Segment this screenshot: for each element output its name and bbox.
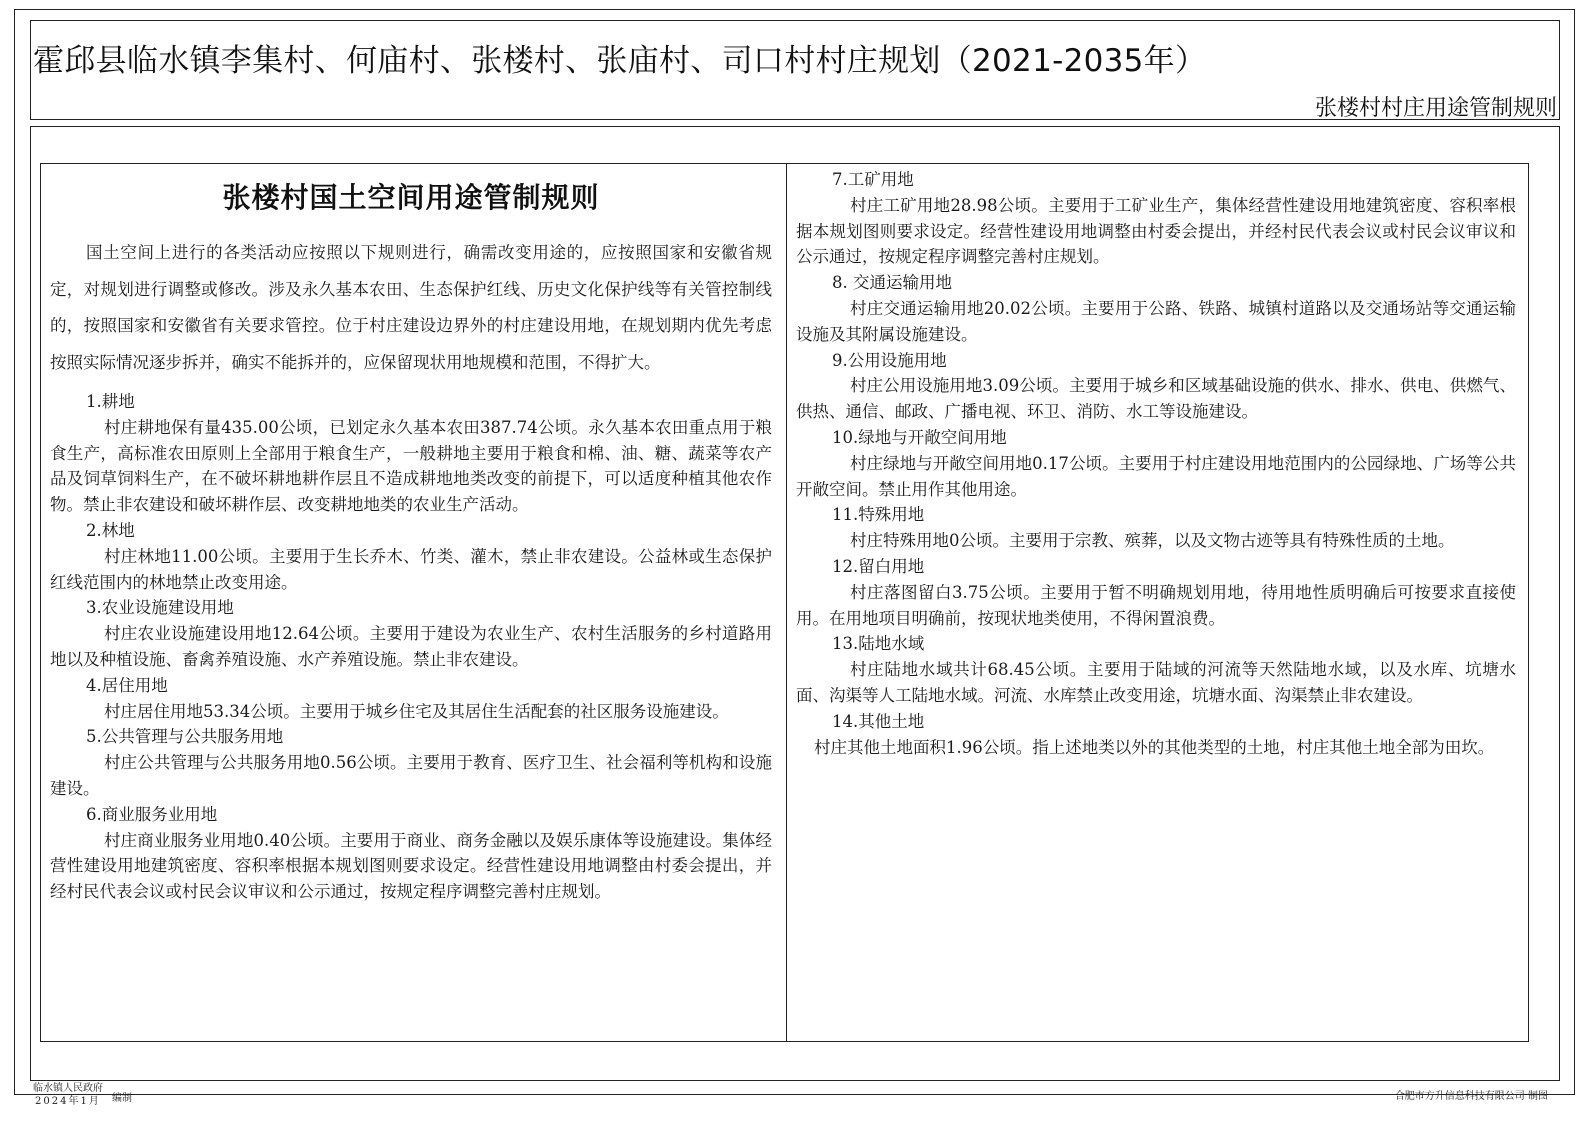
title-box <box>30 20 1560 120</box>
section-body: 村庄特殊用地0公顷。主要用于宗教、殡葬，以及文物古迹等具有特殊性质的土地。 <box>850 531 1455 551</box>
section-body: 村庄林地11.00公顷。主要用于生长乔木、竹类、灌木，禁止非农建设。公益林或生态保护红线范围内的林地禁止改变用途。 <box>50 546 772 592</box>
rule-section-water <box>796 631 1516 708</box>
section-heading: 9.公用设施用地 <box>832 350 947 370</box>
section-body: 村庄公共管理与公共服务用地0.56公顷。主要用于教育、医疗卫生、社会福利等机构和设施建设。 <box>50 753 772 798</box>
footer-maker: 合肥市方升信息科技有限公司 制图 <box>1394 1091 1548 1102</box>
rule-section-forest <box>50 518 772 595</box>
footer-date: 2024年1月 <box>35 1096 101 1107</box>
rule-section-residential <box>50 673 772 725</box>
footer-role: 编制 <box>112 1093 132 1104</box>
rule-section-green-space <box>796 425 1516 502</box>
section-body: 村庄商业服务业用地0.40公顷。主要用于商业、商务金融以及娱乐康体等设施建设。集体经营性建设用地建筑密度、容积率根据本规划图则要求设定。经营性建设用地调整由村委会提出，并经村民代表会议或村民会议审议和公示通过，按规定程序调整完善村庄规划。 <box>50 830 772 902</box>
page-subtitle: 张楼村村庄用途管制规则 <box>1314 96 1557 121</box>
rule-section-special <box>796 502 1516 554</box>
section-body: 村庄其他土地面积1.96公顷。指上述地类以外的其他类型的土地，村庄其他土地全部为田坎。 <box>814 737 1495 757</box>
intro-paragraph: 国土空间上进行的各类活动应按照以下规则进行，确需改变用途的，应按照国家和安徽省规定，对规划进行调整或修改。涉及永久基本农田、生态保护红线、历史文化保护线等有关管控制线的，按照国家和安徽省有关要求管控。位于村庄建设边界外的村庄建设用地，在规划期内优先考虑按照实际情况逐步拆并，确实不能拆并的，应保留现状用地规模和范围，不得扩大。 <box>50 243 772 372</box>
section-body: 村庄绿地与开敞空间用地0.17公顷。主要用于村庄建设用地范围内的公园绿地、广场等公共开敞空间。禁止用作其他用途。 <box>796 453 1516 499</box>
rule-section-transport <box>796 270 1516 347</box>
rules-heading: 张楼村国土空间用途管制规则 <box>222 181 600 214</box>
section-heading: 12.留白用地 <box>832 556 925 576</box>
section-body: 村庄农业设施建设用地12.64公顷。主要用于建设为农业生产、农村生活服务的乡村道路用地以及种植设施、畜禽养殖设施、水产养殖设施。禁止非农建设。 <box>50 624 772 669</box>
column-divider <box>786 164 787 1041</box>
rule-section-other-land <box>796 709 1516 761</box>
section-heading: 3.农业设施建设用地 <box>86 598 234 618</box>
footer-org: 临水镇人民政府 <box>33 1083 103 1094</box>
section-heading: 5.公共管理与公共服务用地 <box>86 727 284 747</box>
rule-section-utilities <box>796 348 1516 425</box>
section-heading: 2.林地 <box>86 520 135 540</box>
section-body: 村庄工矿用地28.98公顷。主要用于工矿业生产，集体经营性建设用地建筑密度、容积率根据本规划图则要求设定。经营性建设用地调整由村委会提出，并经村民代表会议或村民会议审议和公示通过，按规定程序调整完善村庄规划。 <box>796 195 1516 267</box>
left-column <box>50 164 772 905</box>
rules-table <box>40 163 1529 1042</box>
section-body: 村庄居住用地53.34公顷。主要用于城乡住宅及其居住生活配套的社区服务设施建设。 <box>104 701 729 721</box>
section-heading: 4.居住用地 <box>86 675 168 695</box>
page-title: 霍邱县临水镇李集村、何庙村、张楼村、张庙村、司口村村庄规划（2021-2035年） <box>33 43 1207 79</box>
rule-section-public-service <box>50 724 772 801</box>
section-heading: 13.陆地水域 <box>832 634 925 654</box>
section-heading: 11.特殊用地 <box>832 505 925 525</box>
rule-section-industrial <box>796 167 1516 270</box>
section-body: 村庄落图留白3.75公顷。主要用于暂不明确规划用地，待用地性质明确后可按要求直接使用。在用地项目明确前，按现状地类使用，不得闲置浪费。 <box>796 582 1516 628</box>
section-heading: 14.其他土地 <box>832 711 925 731</box>
section-body: 村庄公用设施用地3.09公顷。主要用于城乡和区域基础设施的供水、排水、供电、供燃气、供热、通信、邮政、广播电视、环卫、消防、水工等设施建设。 <box>796 376 1516 422</box>
rule-section-reserved <box>796 554 1516 631</box>
rule-section-agri-facility <box>50 595 772 672</box>
section-body: 村庄耕地保有量435.00公顷，已划定永久基本农田387.74公顷。永久基本农田重点用于粮食生产，高标准农田原则上全部用于粮食生产，一般耕地主要用于粮食和棉、油、糖、蔬菜等农产品及饲草饲料生产，在不破坏耕地耕作层且不造成耕地地类改变的前提下，可以适度种植其他农作物。禁止非农建设和破坏耕作层、改变耕地地类的农业生产活动。 <box>50 417 772 515</box>
footer-organization <box>33 1082 103 1108</box>
rule-section-farmland <box>50 389 772 518</box>
section-heading: 10.绿地与开敞空间用地 <box>832 427 1007 447</box>
section-body: 村庄交通运输用地20.02公顷。主要用于公路、铁路、城镇村道路以及交通场站等交通运输设施及其附属设施建设。 <box>796 298 1516 344</box>
section-heading: 7.工矿用地 <box>832 170 914 189</box>
right-column <box>796 164 1516 760</box>
section-heading: 1.耕地 <box>86 392 135 411</box>
section-heading: 6.商业服务业用地 <box>86 804 218 824</box>
left-section-list <box>50 389 772 905</box>
rule-section-commercial <box>50 802 772 905</box>
section-body: 村庄陆地水域共计68.45公顷。主要用于陆域的河流等天然陆地水域，以及水库、坑塘水面、沟渠等人工陆地水域。河流、水库禁止改变用途，坑塘水面、沟渠禁止非农建设。 <box>796 660 1516 705</box>
right-section-list <box>796 167 1516 760</box>
section-heading: 8. 交通运输用地 <box>832 273 952 293</box>
